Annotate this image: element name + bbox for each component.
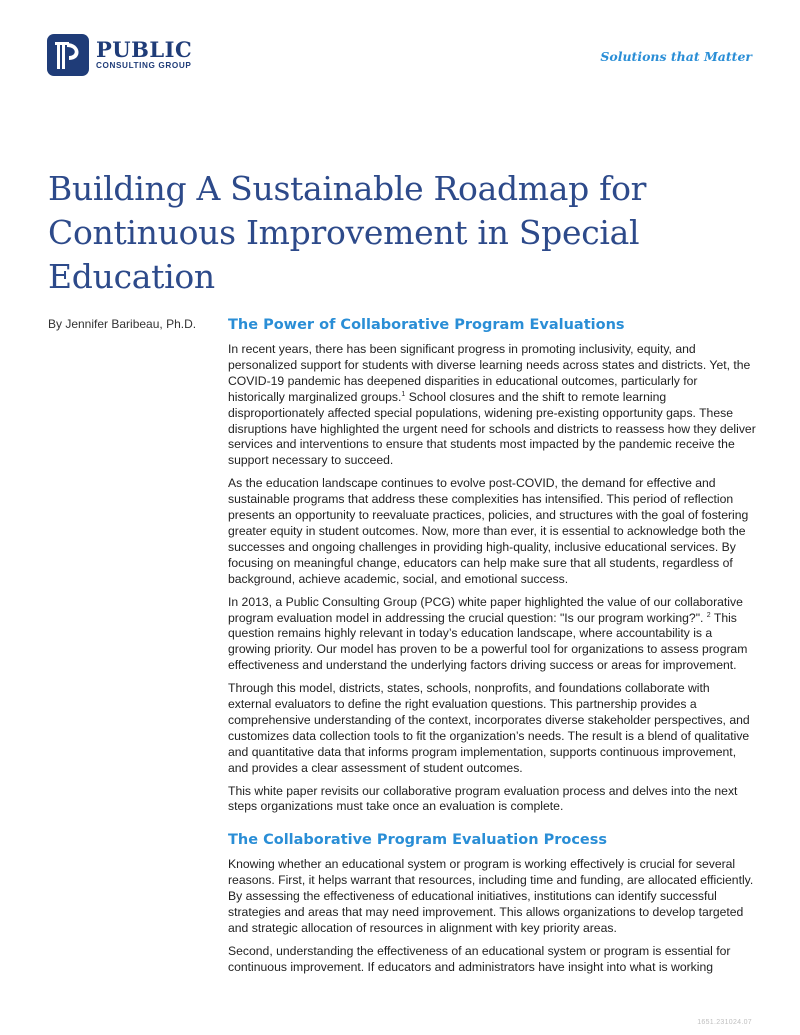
paragraph: As the education landscape continues to evolve post-COVID, the demand for effective and sustainable programs that address these complexities has intensified. This period of reflection presents an opportunity to reevaluate practices, policies, and structures with the goal of fostering greater equity in student outcomes. Now, more than ever, it is essential to acknowledge both the successes and ongoing challenges in providing high-quality, inclusive educational services. By focusing on meaningful change, educators can help make sure that all students, regardless of background, achieve academic, social, and emotional success.	[228, 476, 749, 586]
document-code: 1651.231024.07	[697, 1019, 752, 1026]
document-title: Building A Sustainable Roadmap for Continuous Improvement in Special Education	[48, 169, 647, 296]
document-body	[228, 314, 756, 983]
paragraph: In 2013, a Public Consulting Group (PCG) white paper highlighted the value of our collaborative program evaluation model in addressing the crucial question: "Is our program working?". $^2$ This question remains highly relevant in today’s education landscape, where accountability is a growing priority. Our model has proven to be a powerful tool for organizations to assess program effectiveness and understand the underlying factors driving success or areas for improvement.	[228, 594, 748, 673]
pcg-logo	[47, 34, 192, 76]
pcg-column-logo-icon	[47, 34, 89, 76]
paragraph: Through this model, districts, states, schools, nonprofits, and foundations collaborate with external evaluators to define the right evaluation questions. This partnership provides a comprehensive understanding of the context, incorporates diverse stakeholder perspectives, and customizes data collection tools to fit the organization’s needs. The result is a blend of qualitative and quantitative data that informs program implementation, supports continuous improvement, and provides a clear assessment of student outcomes.	[228, 681, 750, 775]
logo-name-public: PUBLIC	[96, 37, 193, 63]
paragraph: This white paper revisits our collaborative program evaluation process and delves into the next steps organizations must take once an evaluation is complete.	[228, 783, 738, 814]
author-byline: By Jennifer Baribeau, Ph.D.	[48, 317, 197, 331]
paragraph: Knowing whether an educational system or program is working effectively is crucial for several reasons. First, it helps warrant that resources, including time and funding, are allocated efficiently. By assessing the effectiveness of educational initiatives, institutions can identify successful strategies and areas that may need improvement. This allows organizations to develop targeted and strategic allocation of resources in alignment with key priority areas.	[228, 857, 754, 935]
tagline: Solutions that Matter	[600, 49, 752, 64]
logo-name-consulting-group: CONSULTING GROUP	[96, 61, 192, 71]
section-heading-power-of-evaluations: The Power of Collaborative Program Evaluations	[228, 317, 625, 333]
footnote-ref: 1	[401, 390, 406, 398]
footnote-ref: 2	[706, 611, 711, 619]
section-heading-evaluation-process: The Collaborative Program Evaluation Process	[228, 832, 608, 849]
paragraph: In recent years, there has been significant progress in promoting inclusivity, equity, and personalized support for students with diverse learning needs across states and districts. Yet, the COVID-19 pandemic has deepened disparities in educational outcomes, particularly for historically marginalized groups.$^1$ School closures and the shift to remote learning disproportionately affected special populations, widening pre-existing opportunity gaps. These disruptions have highlighted the urgent need for schools and districts to reassess how they deliver services and interventions to ensure that students most impacted by the pandemic receive the support necessary to succeed.	[228, 342, 756, 468]
paragraph: Second, understanding the effectiveness of an educational system or program is essential for continuous improvement. If educators and administrators have insight into what is working	[228, 943, 731, 974]
